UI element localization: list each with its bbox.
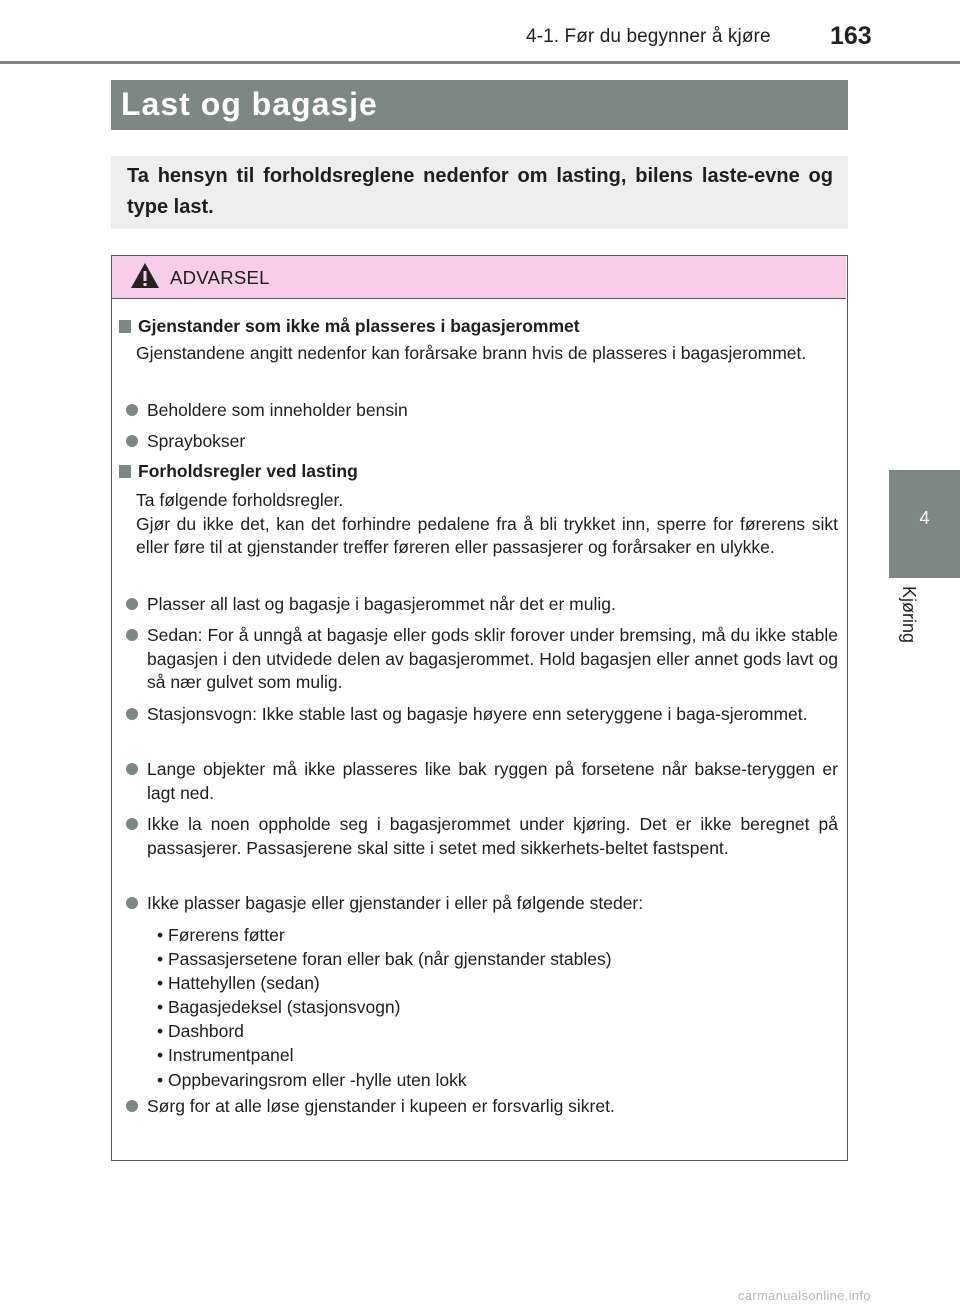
round-bullet-icon: [126, 818, 138, 830]
title-bar: [111, 80, 848, 130]
section-heading-text: Gjenstander som ikke må plasseres i bagasjerommet: [138, 316, 580, 336]
list-item: [122, 430, 838, 454]
list-item-text: Stasjonsvogn: Ikke stable last og bagasje høyere enn seteryggene i baga-sjerommet.: [147, 704, 808, 724]
page-title: Last og bagasje: [121, 86, 378, 122]
intro-box: [111, 156, 848, 229]
sublist-item: • Hattehyllen (sedan): [157, 971, 612, 995]
page-number: 163: [830, 22, 872, 50]
round-bullet-icon: [126, 897, 138, 909]
list-item-text: Lange objekter må ikke plasseres like bak ryggen på forsetene når bakse-teryggen er lagt ned.: [147, 759, 838, 803]
round-bullet-icon: [126, 708, 138, 720]
sublist-item: • Instrumentpanel: [157, 1043, 612, 1067]
section-paragraph: [136, 489, 838, 560]
round-bullet-icon: [126, 404, 138, 416]
list-item-text: Ikke la noen oppholde seg i bagasjerommet under kjøring. Det er ikke beregnet på passasjerer. Passasjerene skal sitte i setet med sikkerhets-beltet fastspent.: [147, 814, 838, 858]
list-item: [122, 399, 838, 423]
list-item-text: Sedan: For å unngå at bagasje eller gods sklir forover under bremsing, må du ikke stable bagasjen i den utvidede delen av bagasjerommet. Hold bagasjen eller annet gods lavt og så nær gulvet som mulig.: [147, 625, 838, 692]
chapter-label-wrap: [893, 586, 921, 646]
warning-header: [112, 256, 846, 299]
list-item: [122, 624, 838, 695]
list-item: [122, 813, 838, 860]
list-item-text: Spraybokser: [147, 431, 246, 451]
list-item: [122, 758, 838, 805]
sublist-item: • Bagasjedeksel (stasjonsvogn): [157, 995, 612, 1019]
list-item-text: Plasser all last og bagasje i bagasjerommet når det er mulig.: [147, 594, 616, 614]
list-item: [122, 703, 838, 727]
section-heading-items-not-allowed: [119, 316, 580, 337]
paragraph-text: Gjenstandene angitt nedenfor kan forårsake brann hvis de plasseres i bagasjerommet.: [136, 343, 807, 363]
paragraph-text-line2: Gjør du ikke det, kan det forhindre pedalene fra å bli trykket inn, sperre for førerens sikt eller føre til at gjenstander treffer føreren eller passasjerer og forårsaker en ulykke.: [136, 513, 838, 557]
list-item-text: Ikke plasser bagasje eller gjenstander i eller på følgende steder:: [147, 893, 644, 913]
square-bullet-icon: [119, 320, 131, 333]
header-divider: [0, 61, 960, 64]
sublist-item: • Førerens føtter: [157, 923, 612, 947]
list-item: [122, 1095, 838, 1119]
square-bullet-icon: [119, 465, 131, 478]
round-bullet-icon: [126, 763, 138, 775]
list-item: [122, 593, 838, 617]
intro-text: Ta hensyn til forholdsreglene nedenfor om lasting, bilens laste-evne og type last.: [127, 165, 833, 218]
sublist-item: • Dashbord: [157, 1019, 612, 1043]
list-item-text: Beholdere som inneholder bensin: [147, 400, 408, 420]
running-header-section: 4-1. Før du begynner å kjøre: [526, 26, 771, 47]
watermark-text: carmanualsonline.info: [738, 1288, 871, 1303]
section-heading-loading-precautions: [119, 461, 358, 482]
paragraph-text-line1: Ta følgende forholdsregler.: [136, 490, 344, 510]
chapter-label: Kjøring: [899, 586, 919, 644]
list-item: [122, 892, 838, 916]
warning-box: [111, 255, 848, 1161]
warning-title: ADVARSEL: [170, 267, 270, 288]
section-heading-text: Forholdsregler ved lasting: [138, 461, 358, 481]
section-paragraph: [136, 342, 838, 366]
round-bullet-icon: [126, 629, 138, 641]
list-item-text: Sørg for at alle løse gjenstander i kupeen er forsvarlig sikret.: [147, 1096, 615, 1116]
sublist-item: • Oppbevaringsrom eller -hylle uten lokk: [157, 1068, 612, 1092]
round-bullet-icon: [126, 435, 138, 447]
warning-triangle-icon: [130, 261, 160, 291]
chapter-number: 4: [919, 508, 930, 528]
round-bullet-icon: [126, 1100, 138, 1112]
location-sublist: [157, 923, 612, 1092]
sublist-item: • Passasjersetene foran eller bak (når gjenstander stables): [157, 947, 612, 971]
round-bullet-icon: [126, 598, 138, 610]
